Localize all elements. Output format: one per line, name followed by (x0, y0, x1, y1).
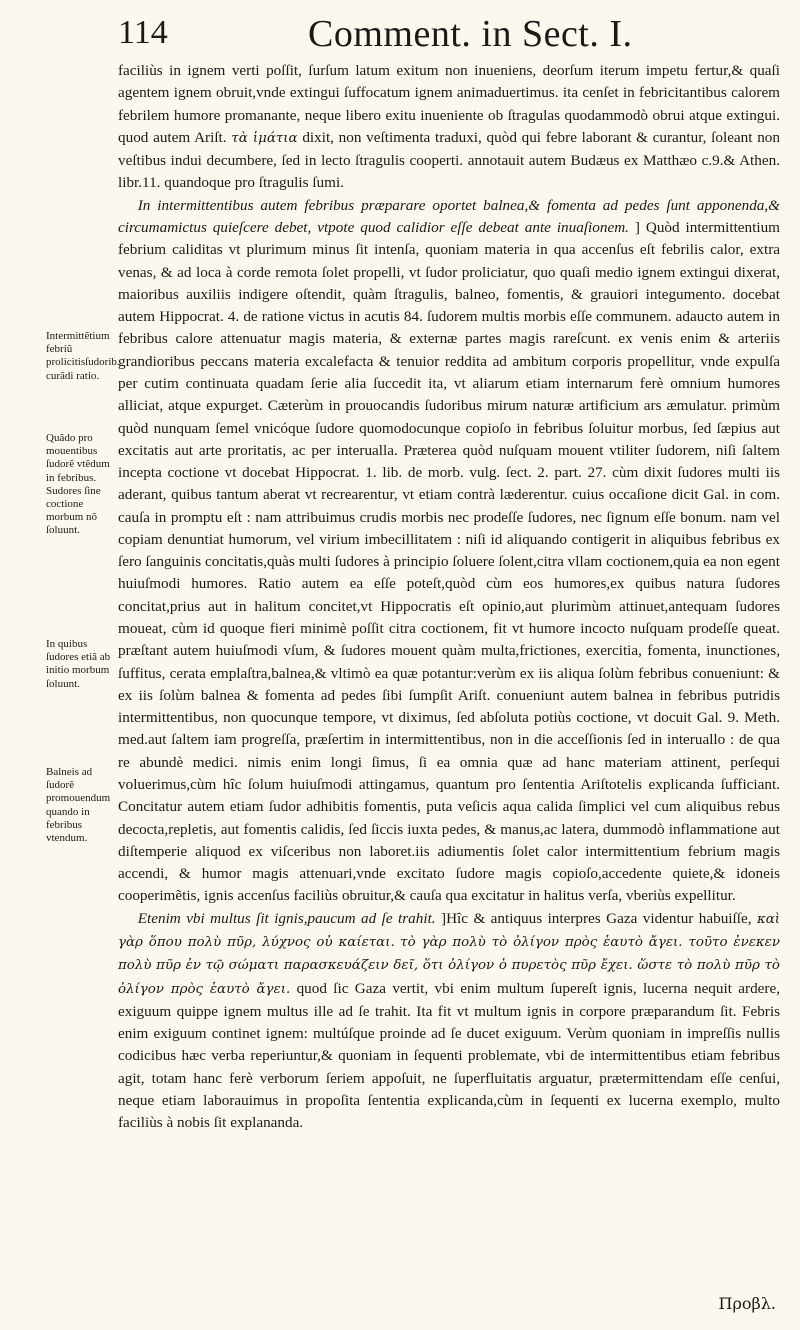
paragraph-1 (118, 60, 780, 195)
paragraph-3-text-3: quod ſic Gaza vertit, vbi enim multum ſupereſt ignis, lucerna nequit ardere, exiguum quippe ignem multus ille ad ſe trahit. Ita fit vt multum ignis in corpore præparandum ſit. Febris enim exiguum continet ignem: multúſque proinde ad ſe ducet exiguum. Verùm quoniam in impreſſis nullis codicibus hæc verba reperiuntur,& quoniam in ſequenti problemate, vbi de intermittentibus etiam febribus agit, totam hanc ferè verborum ſeriem appoſuit, ne ſuperfluitatis arguatur, prætermittendam eſſe cenſui, neque etiam laborauimus in propoſita ſententia explicanda,cùm in ſequenti ex lucerna exemplo, multo faciliùs à nobis ſit explananda. (118, 979, 781, 1132)
greek-passage-2: τὸ γὰρ πολὺ τὸ ὀλίγον πρὸς ἑαυτὸ ἄγει. τοῦτο ἐνεκεν πολὺ πῦρ ἐν τῷ σώματι παρασκευάζειν δεῖ, ὅτι ὀλίγον ὁ πυρετὸς πῦρ ἔχει. ὥστε τὸ πολὺ πῦρ τὸ ὀλίγον πρὸς ἑαυτὸ ἄγει. (118, 934, 781, 997)
running-head: Comment. in Sect. I. (308, 13, 633, 55)
paragraph-3 (118, 908, 780, 1135)
lemma-2: In intermittentibus autem febribus præparare oportet balnea,& fomenta ad pedes ſunt apponenda,& circumamictus quieſcere debet, vtpote quod calidior eſſe debeat ante inuaſionem. (118, 196, 780, 236)
margin-note-when-to-sweat: Quãdo pro mouentibus ſudorẽ vtẽdum in febribus. Sudores ſine coctione morbum nõ ſoluunt. (46, 432, 110, 537)
margin-note-baths: Balneis ad ſudorẽ promouendum quando in febribus vtendum. (46, 766, 111, 845)
greek-phrase: τὰ ἱμάτια (231, 130, 298, 146)
margin-note-intermittent-fevers: Intermittẽtium febriũ prolicitisſudorib. curãdi ratio. (46, 330, 120, 382)
margin-note-sweats-from-start: In quibus ſudores etiã ab initio morbum ſoluunt. (46, 638, 111, 690)
page-header (118, 12, 778, 54)
lemma-3: Etenim vbi multus ſit ignis,paucum ad ſe trahit. (137, 909, 436, 927)
paragraph-1-rest: dixit, non veſtimenta traduxi, quòd qui febre laborant & curantur, ſoleant non veſtibus indui decumbere, ſed in lecto ſtragulis cooperti. annotauit autem Budæus ex Matthæo c.9.& Athen. libr.11. quandoque pro ſtragulis ſumi. (118, 128, 780, 192)
paragraph-2-text: ] Quòd intermittentium febrium caliditas vt plurimum minus ſit intenſa, quoniam materia in qua accenſus eſt febrilis calor, extra venas, & ad loca à corde remota ſolet propelli, vt ſudor proliciatur, quo quaſi medio ignem extingui dixerat, maioribus auxiliis indigere oſtendit, quàm ſtragulis, balneo, fomentis, & grauiori integumento. docebat autem Hippocrat. 4. de ratione victus in acutis 84. ſudorem multis morbis eſſe communem. adaucto autem in febribus calore attenuatur magis materia, & externæ partes magis rareſcunt. ex venis enim & arteriis grandioribus peccans materia excalefacta & tenuior reddita ad ambitum corporis propellitur, vnde expulſa per cutim continuata quadam ſerie alia ſuccedit ita, vt aliarum etiam internarum ferè omnium humores alliciat, atque expurget. Cæterùm in prouocandis ſudoribus mirum naturæ artificium ars æmulatur. primùm quòd nunquam ſemel vnicóque ſudore quomodocunque copioſo in febribus ſoluitur morbus, ſed ſæpius aut excitatis aut arte proritatis, ac per interualla. Præterea quòd nuſquam mouent vtiliter ſudorem, niſi ſaltem incepta coctione vt docebat Hippocrat. 1. lib. de morb. vulg. ſect. 2. part. 27. cùm dixit ſudores multi iis aderant, quibus tantum aberat vt recrearentur, vt etiam contrà læderentur. cuius occaſione dicit Gal. in com. cauſa in promptu eſt : nam attribuimus crudis morbis nec prodeſſe ſudores, nec ſignum eſſe bonum. nam vel copiam denuntiat humorum, vel virium imbecillitatem : niſi id aliquando contigerit in aliquibus febribus ex ſero ſanguinis concitatis,quàs multi ſudores à principio ſoluere ſolent,citra vllam coctionem,quia ea non egent huiuſmodi humores. Ratio autem ea eſſe poteſt,quòd cùm eos humores,ex quibus natura ſudores concitat,prius aut in halitum concitet,vt Hippocratis eſt opinio,aut plurimùm attinuet,antequam ſudores moueat, cùm id quoque fieri minimè poſſit citra coctionem, fit vt humore incocto nuſquam prodeſſe queat. præſtant autem huiuſmodi vſum, & ſudores mouent quàm multa,frictiones, exercitia, fomenta, inunctiones, ſuffitus, cerata emplaſtra,balnea,& vltimò ea quæ potantur:verùm ex iis aliqua ſolùm febribus conueniunt: & ex iis ſolùm balnea & fomenta ad pedes ſibi ſumpſit Ariſt. conueniunt autem balnea in febribus putridis intermittentibus, non quocunque tempore, vt diximus, ſed abſoluta potiùs coctione, vt docuit Gal. 9. Meth. med.aut ſaltem iam progreſſa, præſertim in intermittentibus, non in die acceſſionis ſed in interuallo : de qua re abundè medici. nimis enim longi ſimus, ſi ea omnia quæ ad hanc materiam attinent, perſequi voluerimus,cùm hîc ſolum huiuſmodi attingamus, quantum pro ſententia Ariſtotelis explicanda ſufficiant. Concitatur autem etiam ſudor adhibitis fomentis, puta veſicis aqua calida ſimplici vel cum aliquibus rebus decocta,repletis, aut fomentis calidis, ſed ſiccis iuxta pedes, & manus,ac latera, dummodò inflammatione aut diſtemperie aliquod ex viſceribus non laboret.iis adiumentis ſolet calor intermittentium febrium magis accendi, & humor magis attenuari,vnde excitato ſudore magis copioſo,accedente quiete,& idoneis cooperimẽtis, ignis accenſus faciliùs obruitur,& cauſa qua excitatur in halitus verſa, vberiùs expellitur. (118, 218, 780, 905)
paragraph-3-text-1: ]Hîc & antiquus interpres Gaza videntur habuiſſe, (441, 909, 752, 927)
page-number: 114 (118, 14, 168, 51)
main-text (118, 60, 780, 1135)
paragraph-1-text: faciliùs in ignem verti poſſit, ſurſum latum exitum non inueniens, deorſum iterum impetu fertur,& quaſi agentem ignem obruit,vnde extingui ſuffocatum ignem animaduertimus. ita cenſet in febricitantibus calorem febrilem humore promanante, neque libero exitu inueniente ob ſtragulas quodammodò obrui atque extingui. quod autem Ariſt. (118, 62, 780, 146)
catchword: Προβλ. (718, 1294, 776, 1313)
greek-passage-1: καὶ γὰρ ὅπου πολὺ πῦρ, λύχνος οὐ καίεται. (118, 911, 781, 950)
paragraph-2 (118, 195, 780, 908)
